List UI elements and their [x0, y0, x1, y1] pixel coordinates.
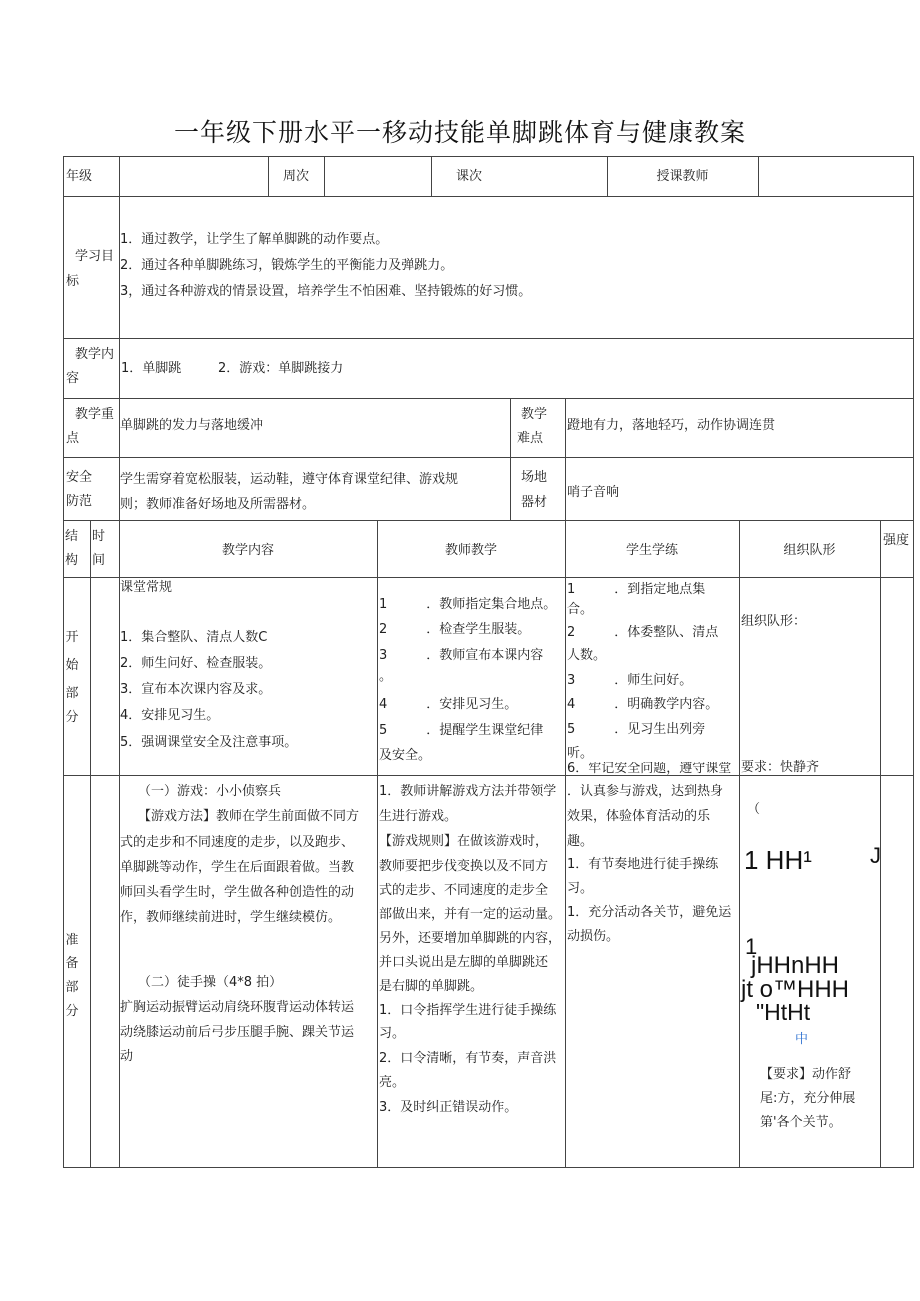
start-teacher-line: 及安全。 — [379, 748, 432, 763]
prep-content-line: 式的走步和不同速度的走步，以及跑步、 — [120, 835, 355, 850]
formation-requirement-line: 【要求】动作舒 — [760, 1067, 852, 1082]
prep-section-char: 准 — [65, 933, 79, 948]
prep-content-line: 单脚跳等动作，学生在后面跟着做。当教 — [120, 860, 355, 875]
content-label-2: 容 — [66, 371, 80, 386]
venue-value: 哨子音响 — [567, 485, 620, 500]
start-student-line: 人数。 — [567, 648, 607, 663]
objective-item: 1．通过教学，让学生了解单脚跳的动作要点。 — [120, 232, 389, 247]
venue-label: 场地 — [521, 470, 548, 485]
prep-student-line: 习。 — [567, 881, 594, 896]
prep-teacher-line: 是右脚的单脚跳。 — [379, 979, 484, 994]
formation-requirement-line: 第'各个关节。 — [760, 1115, 842, 1130]
objectives-label: 学习目 — [75, 249, 115, 264]
venue-label-2: 器材 — [521, 495, 548, 510]
teacher-label: 授课教师 — [656, 169, 709, 184]
start-content-line: 课堂常规 — [120, 580, 173, 595]
formation-label: 组织队形： — [741, 614, 807, 629]
col-structure: 结 — [65, 529, 79, 544]
formation-requirement: 要求：快静齐 — [741, 760, 820, 775]
clipped-line-container — [566, 762, 739, 775]
safety-label: 安全 — [66, 470, 93, 485]
difficulty-label: 教学 — [521, 407, 548, 422]
prep-teacher-line: 生进行游戏。 — [379, 809, 458, 824]
prep-content-line: 师回头看学生时，学生做各种创造性的动 — [120, 885, 355, 900]
prep-teacher-line: 另外，还要增加单脚跳的内容， — [379, 931, 562, 946]
formation-center-mark: 中 — [795, 1032, 809, 1047]
col-formation: 组织队形 — [783, 543, 836, 558]
content-item-2: 2．游戏：单脚跳接力 — [218, 361, 344, 376]
start-content-line: 3．宣布本次课内容及求。 — [120, 682, 272, 697]
start-student-line: 6．牢记安全问题，遵守课堂 — [567, 762, 732, 775]
formation-row-3: jt o™HHH — [741, 976, 850, 1003]
objective-item: 2．通过各种单脚跳练习，锻炼学生的平衡能力及弹跳力。 — [120, 258, 454, 273]
formation-requirement-line: 尾:方，充分伸展 — [760, 1091, 856, 1106]
prep-student-line: 1．有节奏地进行徒手操练 — [567, 857, 719, 872]
formation-row-2: 1 — [745, 934, 758, 959]
prep-content-line: （一）游戏：小小侦察兵 — [138, 784, 282, 799]
lesson-label: 课次 — [455, 169, 482, 184]
prep-teacher-line: 1．教师讲解游戏方法并带领学 — [379, 784, 557, 799]
start-student-line: 听。 — [567, 746, 594, 761]
page-title: 一年级下册水平一移动技能单脚跳体育与健康教案 — [173, 118, 746, 147]
start-teacher-line: 4 ．安排见习生。 — [379, 697, 518, 712]
prep-teacher-line: 1．口令指挥学生进行徒手操练 — [379, 1003, 557, 1018]
prep-teacher-line: 3．及时纠正错误动作。 — [379, 1100, 518, 1115]
prep-teacher-line: 教师要把步伐变换以及不同方 — [379, 859, 549, 874]
grade-label: 年级 — [66, 169, 93, 184]
prep-teacher-line: 并口头说出是左脚的单脚跳还 — [379, 955, 549, 970]
content-label: 教学内 — [75, 347, 115, 362]
prep-section-char: 备 — [65, 956, 79, 971]
start-teacher-line: 。 — [379, 669, 393, 684]
keypoint-value: 单脚跳的发力与落地缓冲 — [120, 418, 264, 433]
prep-teacher-line: 【游戏规则】在做该游戏时， — [379, 834, 549, 849]
prep-content-line: 作，教师继续前进时，学生继续模仿。 — [120, 910, 342, 925]
start-student-line: 合。 — [567, 602, 594, 617]
keypoint-label-2: 点 — [66, 431, 80, 446]
safety-label-2: 防范 — [66, 494, 93, 509]
objectives-label-2: 标 — [66, 274, 80, 289]
start-student-line: 3 ．师生问好。 — [567, 673, 693, 688]
prep-student-line: 动损伤。 — [567, 929, 620, 944]
col-content: 教学内容 — [221, 543, 274, 558]
start-content-line: 5．强调课堂安全及注意事项。 — [120, 735, 298, 750]
col-student: 学生学练 — [625, 543, 678, 558]
col-teacher: 教师教学 — [444, 543, 497, 558]
prep-teacher-line: 式的走步、不同速度的走步全 — [379, 883, 549, 898]
col-intensity: 强度 — [883, 533, 910, 548]
prep-teacher-line: 部做出来，并有一定的运动量。 — [379, 907, 562, 922]
start-student-line: 2 ．体委整队、清点 — [567, 625, 719, 640]
prep-section-char: 部 — [65, 980, 79, 995]
start-teacher-line: 5 ．提醒学生课堂纪律 — [379, 723, 544, 738]
col-time: 时 — [92, 529, 106, 544]
prep-content-line: （二）徒手操（4*8 拍） — [138, 975, 283, 990]
start-content-line: 1．集合整队、清点人数C — [120, 630, 268, 645]
safety-value-2: 则；教师准备好场地及所需器材。 — [120, 497, 316, 512]
start-content-line: 2．师生问好、检查服装。 — [120, 656, 272, 671]
formation-row-4: "HtHt — [756, 999, 811, 1025]
week-label: 周次 — [282, 169, 309, 184]
prep-student-line: 1．充分活动各关节，避免运 — [567, 905, 732, 920]
col-structure-2: 构 — [65, 553, 79, 568]
start-teacher-line: 1 ．教师指定集合地点。 — [379, 597, 557, 612]
prep-content-line: 【游戏方法】教师在学生前面做不同方 — [138, 809, 360, 824]
safety-value: 学生需穿着宽松服装，运动鞋，遵守体育课堂纪律、游戏规 — [120, 472, 459, 487]
start-student-line: 4 ．明确教学内容。 — [567, 697, 719, 712]
content-item-1: 1．单脚跳 — [121, 361, 182, 376]
formation-row-1: 1 HH¹ — [744, 845, 812, 875]
keypoint-label: 教学重 — [75, 407, 115, 422]
formation-bracket: J — [870, 843, 881, 868]
difficulty-label-2: 难点 — [517, 431, 544, 446]
prep-student-line: 趣。 — [567, 834, 594, 849]
start-section-char: 开 — [65, 630, 79, 645]
start-teacher-line: 3 ．教师宣布本课内容 — [379, 648, 544, 663]
prep-teacher-line: 习。 — [379, 1026, 406, 1041]
prep-content-line: 扩胸运动振臂运动肩绕环腹背运动体转运 — [120, 1000, 355, 1015]
prep-content-line: 动 — [120, 1049, 134, 1064]
start-student-line: 1 ．到指定地点集 — [567, 582, 706, 597]
prep-student-line: 效果，体验体育活动的乐 — [567, 809, 711, 824]
col-time-2: 间 — [92, 553, 106, 568]
start-content-line: 4．安排见习生。 — [120, 708, 220, 723]
start-section-char: 部 — [65, 686, 79, 701]
prep-section-char: 分 — [65, 1004, 79, 1019]
objective-item: 3，通过各种游戏的情景设置，培养学生不怕困难、坚持锻炼的好习惯。 — [120, 284, 532, 299]
difficulty-value: 蹬地有力，落地轻巧，动作协调连贯 — [567, 418, 776, 433]
formation-paren: （ — [747, 802, 761, 817]
prep-teacher-line: 亮。 — [379, 1075, 406, 1090]
start-student-line: 5 ．见习生出列旁 — [567, 722, 706, 737]
start-section-char: 始 — [65, 658, 79, 673]
formation-row-2: jHHnHH — [751, 952, 840, 979]
start-section-char: 分 — [65, 710, 79, 725]
start-teacher-line: 2 ．检查学生服装。 — [379, 622, 531, 637]
prep-student-line: ．认真参与游戏，达到热身 — [567, 784, 724, 799]
prep-teacher-line: 2．口令清晰，有节奏，声音洪 — [379, 1051, 557, 1066]
prep-content-line: 动绕膝运动前后弓步压腿手腕、踝关节运 — [120, 1025, 355, 1040]
